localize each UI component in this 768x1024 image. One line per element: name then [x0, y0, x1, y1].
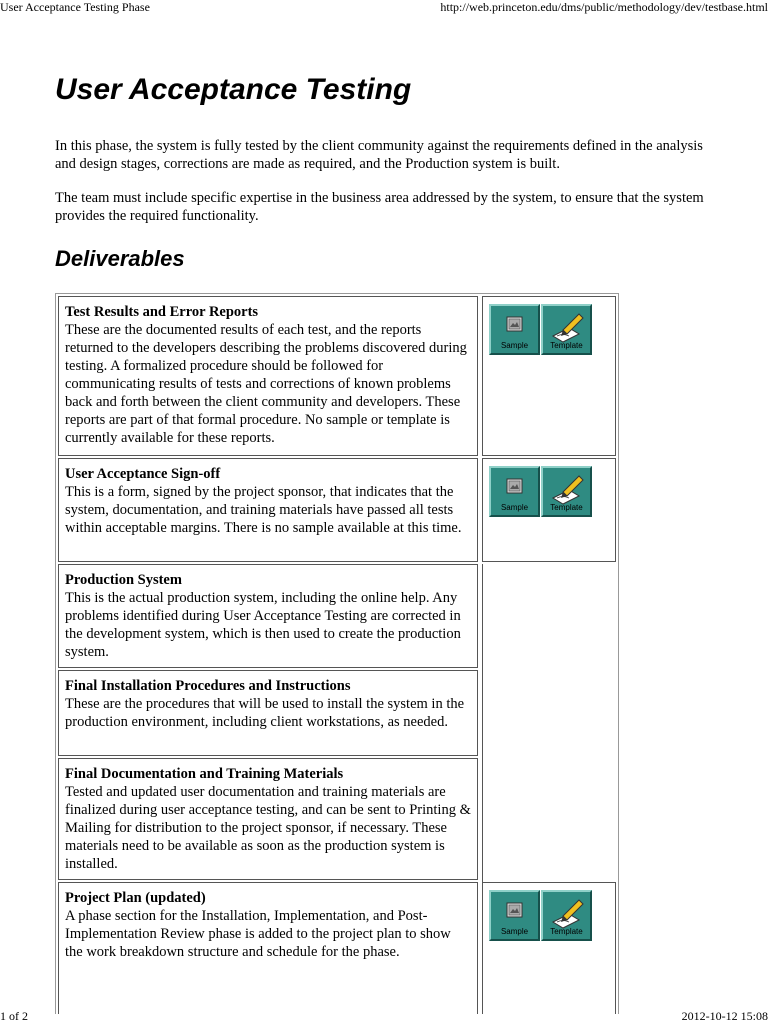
- deliverable-description-cell: [58, 458, 478, 562]
- deliverable-description-cell: [58, 296, 478, 456]
- deliverable-description: These are the documented results of each test, and the reports returned to the developers describing the problems discovered during testing. A formalized procedure should be followed for communicating results of tests and corrections of known problems back and forth between the client community and developers. These reports are part of that formal procedure. No sample or template is currently available for these reports.: [65, 322, 467, 446]
- sample-button-label: Sample: [500, 503, 529, 512]
- deliverable-description: These are the procedures that will be used to install the system in the production environment, including client workstations, as needed.: [65, 696, 465, 730]
- deliverable-title: Final Installation Procedures and Instructions: [65, 678, 351, 694]
- deliverable-title: Project Plan (updated): [65, 890, 206, 906]
- print-header-url: http://web.princeton.edu/dms/public/methodology/dev/testbase.html: [440, 0, 768, 14]
- deliverable-title: Test Results and Error Reports: [65, 304, 259, 320]
- deliverable-description-cell: [58, 882, 478, 1014]
- deliverable-description: This is the actual production system, including the online help. Any problems identified during User Acceptance Testing are corrected in the development system, which is then used to create the production system.: [65, 590, 461, 660]
- deliverable-description: Tested and updated user documentation and training materials are finalized during user acceptance testing, and can be sent to Printing & Mailing for distribution to the project sponsor, if necessary. These materials need to be available as soon as the production system is installed.: [65, 784, 471, 872]
- deliverable-title: User Acceptance Sign-off: [65, 466, 221, 482]
- template-button-label: Template: [550, 503, 583, 512]
- sample-button[interactable]: [489, 304, 540, 355]
- sample-button[interactable]: [489, 466, 540, 517]
- print-footer-timestamp: 2012-10-12 15:08: [681, 1009, 768, 1023]
- deliverable-actions-cell: [482, 882, 616, 1014]
- sample-button-label: Sample: [500, 927, 529, 936]
- column-divider: [482, 564, 483, 882]
- deliverable-description-cell: [58, 670, 478, 756]
- deliverables-table: [55, 293, 619, 1014]
- sample-button-label: Sample: [500, 341, 529, 350]
- sample-button[interactable]: [489, 890, 540, 941]
- print-header-title: User Acceptance Testing Phase: [0, 0, 150, 14]
- page-title: User Acceptance Testing: [55, 73, 412, 106]
- deliverable-actions-cell: [482, 296, 616, 456]
- template-button-label: Template: [550, 927, 583, 936]
- deliverable-description: This is a form, signed by the project sponsor, that indicates that the system, documentation, and training materials have passed all tests within acceptable margins. There is no sample available at this time.: [65, 484, 462, 536]
- template-button-label: Template: [550, 341, 583, 350]
- intro-paragraph: In this phase, the system is fully tested by the client community against the requirements defined in the analysis and design stages, corrections are made as required, and the Production system is built.: [55, 138, 703, 172]
- deliverable-description-cell: [58, 564, 478, 668]
- deliverable-title: Final Documentation and Training Materials: [65, 766, 344, 782]
- template-button[interactable]: [541, 304, 592, 355]
- deliverable-actions-cell: [482, 458, 616, 562]
- template-button[interactable]: [541, 890, 592, 941]
- deliverable-title: Production System: [65, 572, 182, 588]
- print-footer-page-count: 1 of 2: [0, 1009, 28, 1023]
- team-paragraph: The team must include specific expertise in the business area addressed by the system, to ensure that the system provides the required functionality.: [55, 190, 704, 224]
- deliverables-heading: Deliverables: [55, 246, 185, 271]
- deliverable-description-cell: [58, 758, 478, 880]
- deliverable-description: A phase section for the Installation, Implementation, and Post-Implementation Review phase is added to the project plan to show the work breakdown structure and schedule for the phase.: [65, 908, 451, 960]
- template-button[interactable]: [541, 466, 592, 517]
